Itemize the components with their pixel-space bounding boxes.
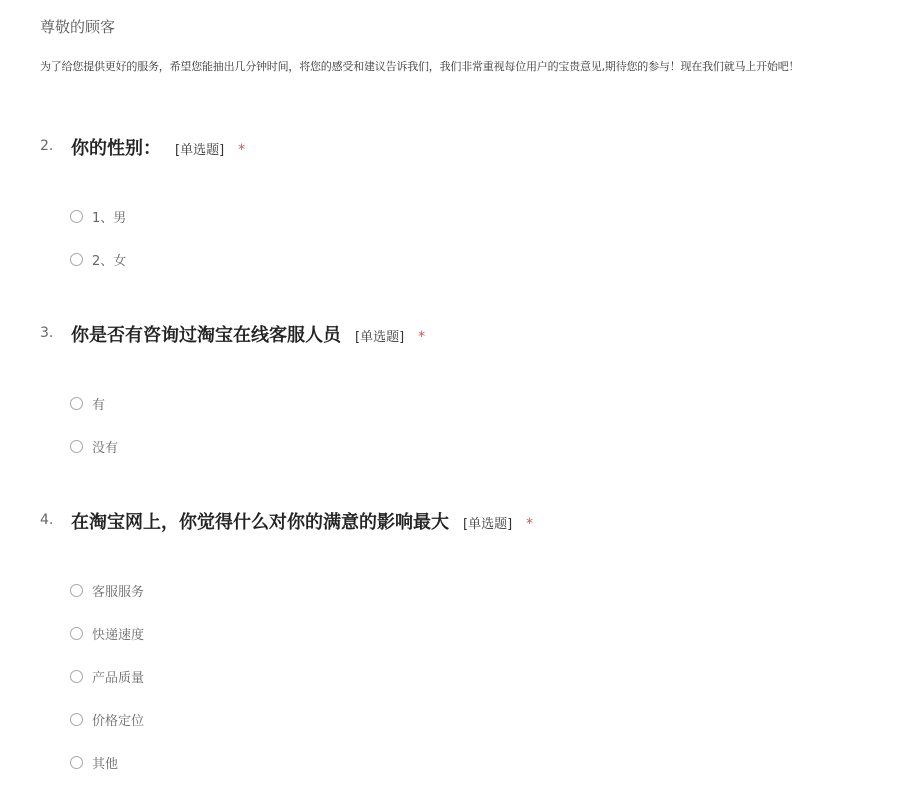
option-label: 价格定位: [92, 713, 145, 729]
question-number: 4.: [40, 512, 54, 528]
radio-button[interactable]: [70, 584, 83, 597]
intro-text: 为了给您提供更好的服务，希望您能抽出几分钟时间，将您的感受和建议告诉我们，我们非常重视每位用户的宝贵意见,期待您的参与！现在我们就马上开始吧！: [40, 60, 800, 73]
radio-button[interactable]: [70, 210, 83, 223]
option-label: 产品质量: [92, 670, 145, 686]
intro-title: 尊敬的顾客: [40, 18, 116, 36]
option-label: 客服服务: [92, 584, 145, 600]
option-label: 没有: [92, 440, 119, 456]
option-label: 2、女: [92, 253, 127, 269]
option-male[interactable]: [70, 206, 126, 226]
option-delivery-speed[interactable]: [70, 623, 144, 643]
option-no[interactable]: [70, 436, 118, 456]
option-label: 其他: [92, 756, 119, 772]
option-yes[interactable]: [70, 393, 105, 413]
radio-button[interactable]: [70, 440, 83, 453]
question-title: 在淘宝网上，你觉得什么对你的满意的影响最大: [71, 512, 449, 533]
radio-button[interactable]: [70, 253, 83, 266]
question-title-line: [71, 321, 425, 347]
question-number: 2.: [40, 138, 54, 154]
question-title: 你的性别：: [71, 138, 161, 159]
option-label: 有: [92, 397, 106, 413]
question-type-label: [单选题]: [175, 143, 225, 158]
radio-button[interactable]: [70, 627, 83, 640]
question-header: [0, 508, 900, 532]
radio-button[interactable]: [70, 670, 83, 683]
option-customer-service[interactable]: [70, 580, 144, 600]
question-header: [0, 134, 900, 158]
option-other[interactable]: [70, 752, 118, 772]
question-number: 3.: [40, 325, 54, 341]
option-price-positioning[interactable]: [70, 709, 144, 729]
question-type-label: [单选题]: [355, 330, 405, 345]
radio-button[interactable]: [70, 756, 83, 769]
radio-button[interactable]: [70, 713, 83, 726]
question-type-label: [单选题]: [463, 517, 513, 532]
required-mark: *: [418, 329, 426, 345]
question-title-line: [71, 508, 533, 534]
option-female[interactable]: [70, 249, 126, 269]
question-title-line: [71, 134, 245, 160]
option-label: 快递速度: [92, 627, 145, 643]
question-header: [0, 321, 900, 345]
required-mark: *: [526, 516, 534, 532]
radio-button[interactable]: [70, 397, 83, 410]
option-product-quality[interactable]: [70, 666, 144, 686]
required-mark: *: [238, 142, 246, 158]
question-title: 你是否有咨询过淘宝在线客服人员: [71, 325, 341, 346]
option-label: 1、男: [92, 210, 127, 226]
